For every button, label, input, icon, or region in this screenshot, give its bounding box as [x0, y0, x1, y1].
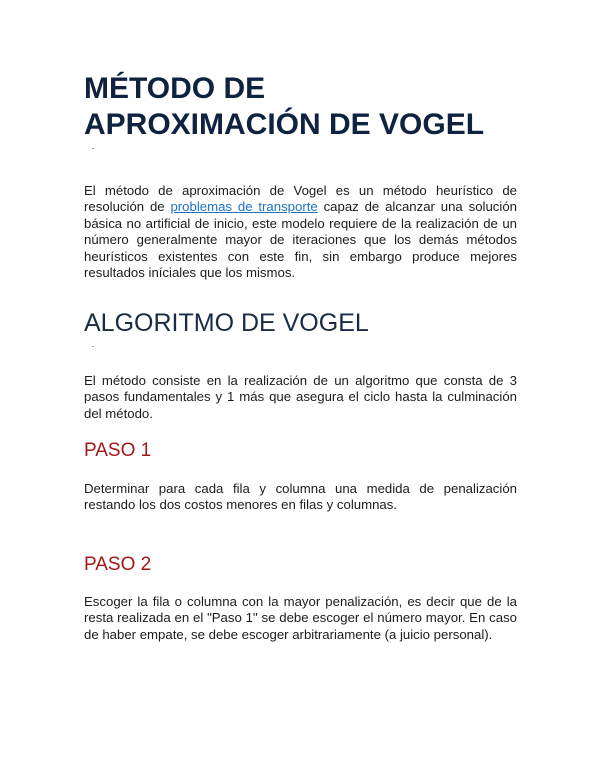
decorative-mark	[92, 346, 94, 347]
step-1-paragraph: Determinar para cada fila y columna una medida de penalización restando los dos costos menores en filas y columnas.	[84, 481, 517, 513]
intro-paragraph	[84, 183, 517, 281]
page-title-line-1: MÉTODO DE	[84, 72, 266, 105]
section-paragraph: El método consiste en la realización de un algoritmo que consta de 3 pasos fundamentales y 1 más que asegura el ciclo hasta la culminación del método.	[84, 373, 517, 421]
page-title-line-2: APROXIMACIÓN DE VOGEL	[84, 108, 485, 141]
page-title	[84, 71, 524, 143]
step-2-paragraph: Escoger la fila o columna con la mayor penalización, es decir que de la resta realizada en el "Paso 1" se debe escoger el número mayor. En caso de haber empate, se debe escoger arbitrariamente (a juicio personal).	[84, 594, 517, 642]
step-1-heading: PASO 1	[84, 440, 152, 461]
intro-text-before-link: El método de aproximación de Vogel es un método heurístico de resolución de	[84, 183, 517, 215]
step-2-heading: PASO 2	[84, 554, 152, 575]
section-heading: ALGORITMO DE VOGEL	[84, 309, 369, 337]
decorative-mark	[92, 148, 94, 149]
intro-text-after-link: capaz de alcanzar una solución básica no artificial de inicio, este modelo requiere de la realización de un número generalmente mayor de iteraciones que los demás métodos heurísticos existentes con este fin, sin embargo produce mejores resultados iníciales que los mismos.	[84, 199, 517, 281]
transport-problems-link[interactable]: problemas de transporte	[170, 199, 318, 215]
